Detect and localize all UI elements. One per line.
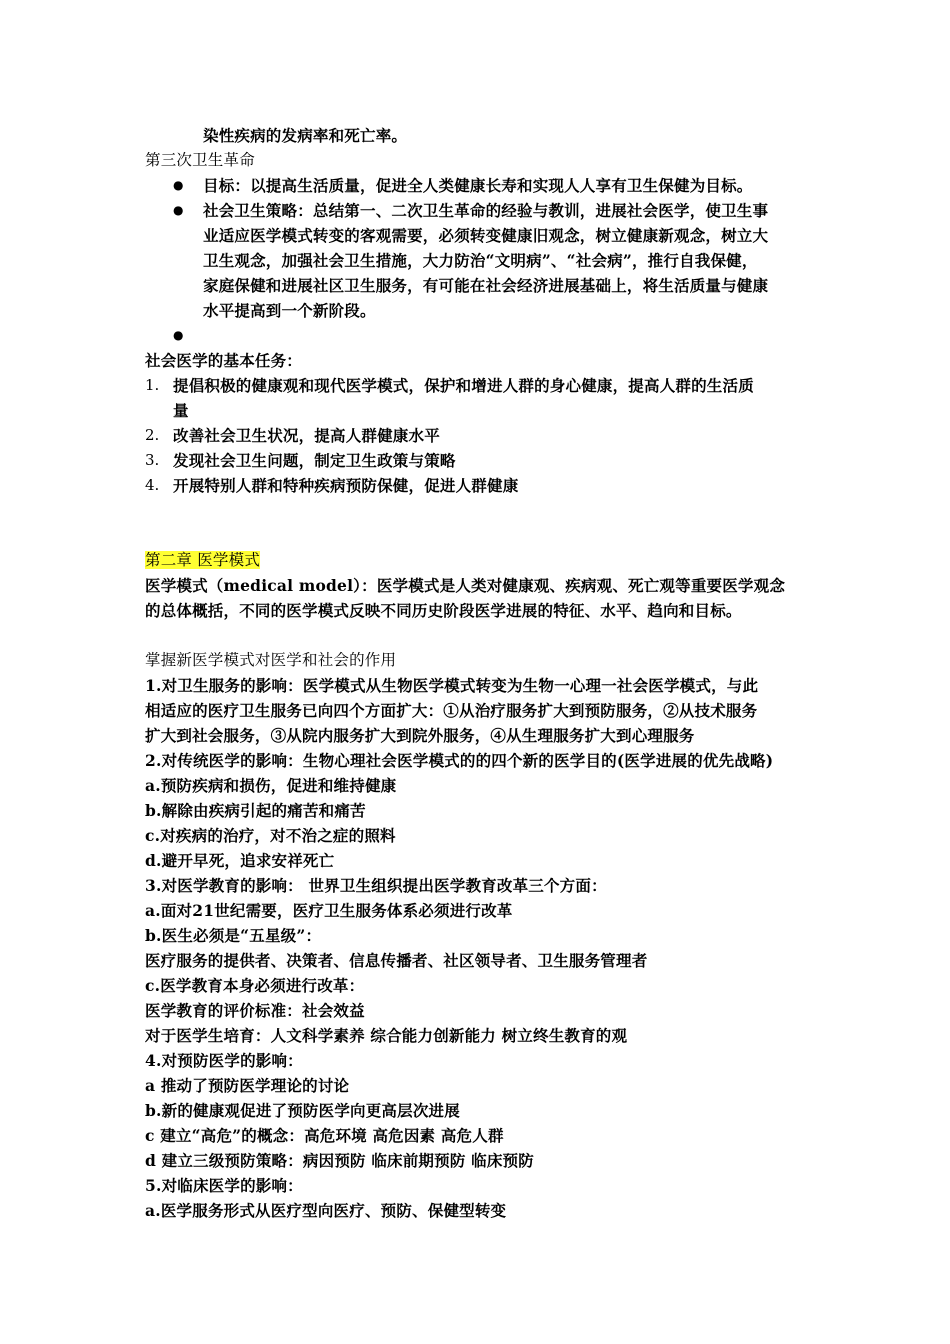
list-item: 发现社会卫生问题，制定卫生政策与策略 [173,451,456,470]
text-line: 1.对卫生服务的影响：医学模式从生物医学模式转变为生物一心理一社会医学模式，与此 [145,676,759,695]
bullet-icon: ● [173,203,184,217]
text-line: 医疗服务的提供者、决策者、信息传播者、社区领导者、卫生服务管理者 [145,951,648,970]
bullet-item-strategy-line: 家庭保健和进展社区卫生服务，有可能在社会经济进展基础上，将生活质量与健康 [203,276,769,295]
bullet-item-goal: 目标：以提高生活质量，促进全人类健康长寿和实现人人享有卫生保健为目标。 [203,176,753,195]
section-heading: 社会医学的基本任务： [145,351,303,370]
definition-line: 医学模式（medical model）：医学模式是人类对健康观、疾病观、死亡观等重要医学观念 [145,576,786,595]
text-line: b.医生必须是“五星级”： [145,926,322,945]
list-number: 1. [145,376,160,394]
text-line: b.新的健康观促进了预防医学向更高层次进展 [145,1101,460,1120]
text-line: 扩大到社会服务，③从院内服务扩大到院外服务，④从生理服务扩大到心理服务 [145,726,695,745]
list-item: 改善社会卫生状况，提高人群健康水平 [173,426,440,445]
text-line: c.医学教育本身必须进行改革： [145,976,365,995]
bullet-icon: ● [173,328,184,342]
list-item: 提倡积极的健康观和现代医学模式，保护和增进人群的身心健康，提高人群的生活质 [173,376,754,395]
text-line: a 推动了预防医学理论的讨论 [145,1076,350,1095]
text-line: 对于医学生培育：人文科学素养 综合能力创新能力 树立终生教育的观 [145,1026,628,1045]
list-number: 3. [145,451,160,469]
list-item: 开展特别人群和特种疾病预防保健，促进人群健康 [173,476,519,495]
text-line: 2.对传统医学的影响：生物心理社会医学模式的的四个新的医学目的(医学进展的优先战略) [145,751,774,770]
text-line: 3.对医学教育的影响： 世界卫生组织提出医学教育改革三个方面： [145,876,607,895]
list-number: 4. [145,476,160,494]
text-line: d.避开早死，追求安祥死亡 [145,851,335,870]
definition-line: 的总体概括，不同的医学模式反映不同历史阶段医学进展的特征、水平、趋向和目标。 [145,601,742,620]
list-item-continuation: 量 [173,401,189,420]
text-line: 4.对预防医学的影响： [145,1051,303,1070]
text-line: d 建立三级预防策略：病因预防 临床前期预防 临床预防 [145,1151,534,1170]
section-heading: 掌握新医学模式对医学和社会的作用 [145,651,397,669]
bullet-item-strategy-line: 卫生观念，加强社会卫生措施，大力防治“文明病”、“社会病”，推行自我保健， [203,251,758,270]
text-line: 染性疾病的发病率和死亡率。 [203,126,408,145]
bullet-item-strategy-line: 业适应医学模式转变的客观需要，必须转变健康旧观念，树立健康新观念，树立大 [203,226,769,245]
chapter-title [145,548,260,573]
section-heading: 第三次卫生革命 [145,151,255,169]
text-line: 5.对临床医学的影响： [145,1176,303,1195]
bullet-icon: ● [173,178,184,192]
text-line: a.面对21世纪需要，医疗卫生服务体系必须进行改革 [145,901,513,920]
text-line: 相适应的医疗卫生服务已向四个方面扩大：①从治疗服务扩大到预防服务，②从技术服务 [145,701,758,720]
text-line: a.预防疾病和损伤，促进和维持健康 [145,776,397,795]
text-line: c 建立“高危”的概念：高危环境 高危因素 高危人群 [145,1126,504,1145]
text-line: 医学教育的评价标准：社会效益 [145,1001,365,1020]
chapter-title-highlight: 第二章 医学模式 [145,551,261,569]
bullet-item-strategy-line: 水平提高到一个新阶段。 [203,301,376,320]
text-line: c.对疾病的治疗，对不治之症的照料 [145,826,396,845]
text-line: a.医学服务形式从医疗型向医疗、预防、保健型转变 [145,1201,507,1220]
list-number: 2. [145,426,160,444]
bullet-item-strategy-line: 社会卫生策略：总结第一、二次卫生革命的经验与教训，进展社会医学，使卫生事 [203,201,769,220]
text-line: b.解除由疾病引起的痛苦和痛苦 [145,801,366,820]
